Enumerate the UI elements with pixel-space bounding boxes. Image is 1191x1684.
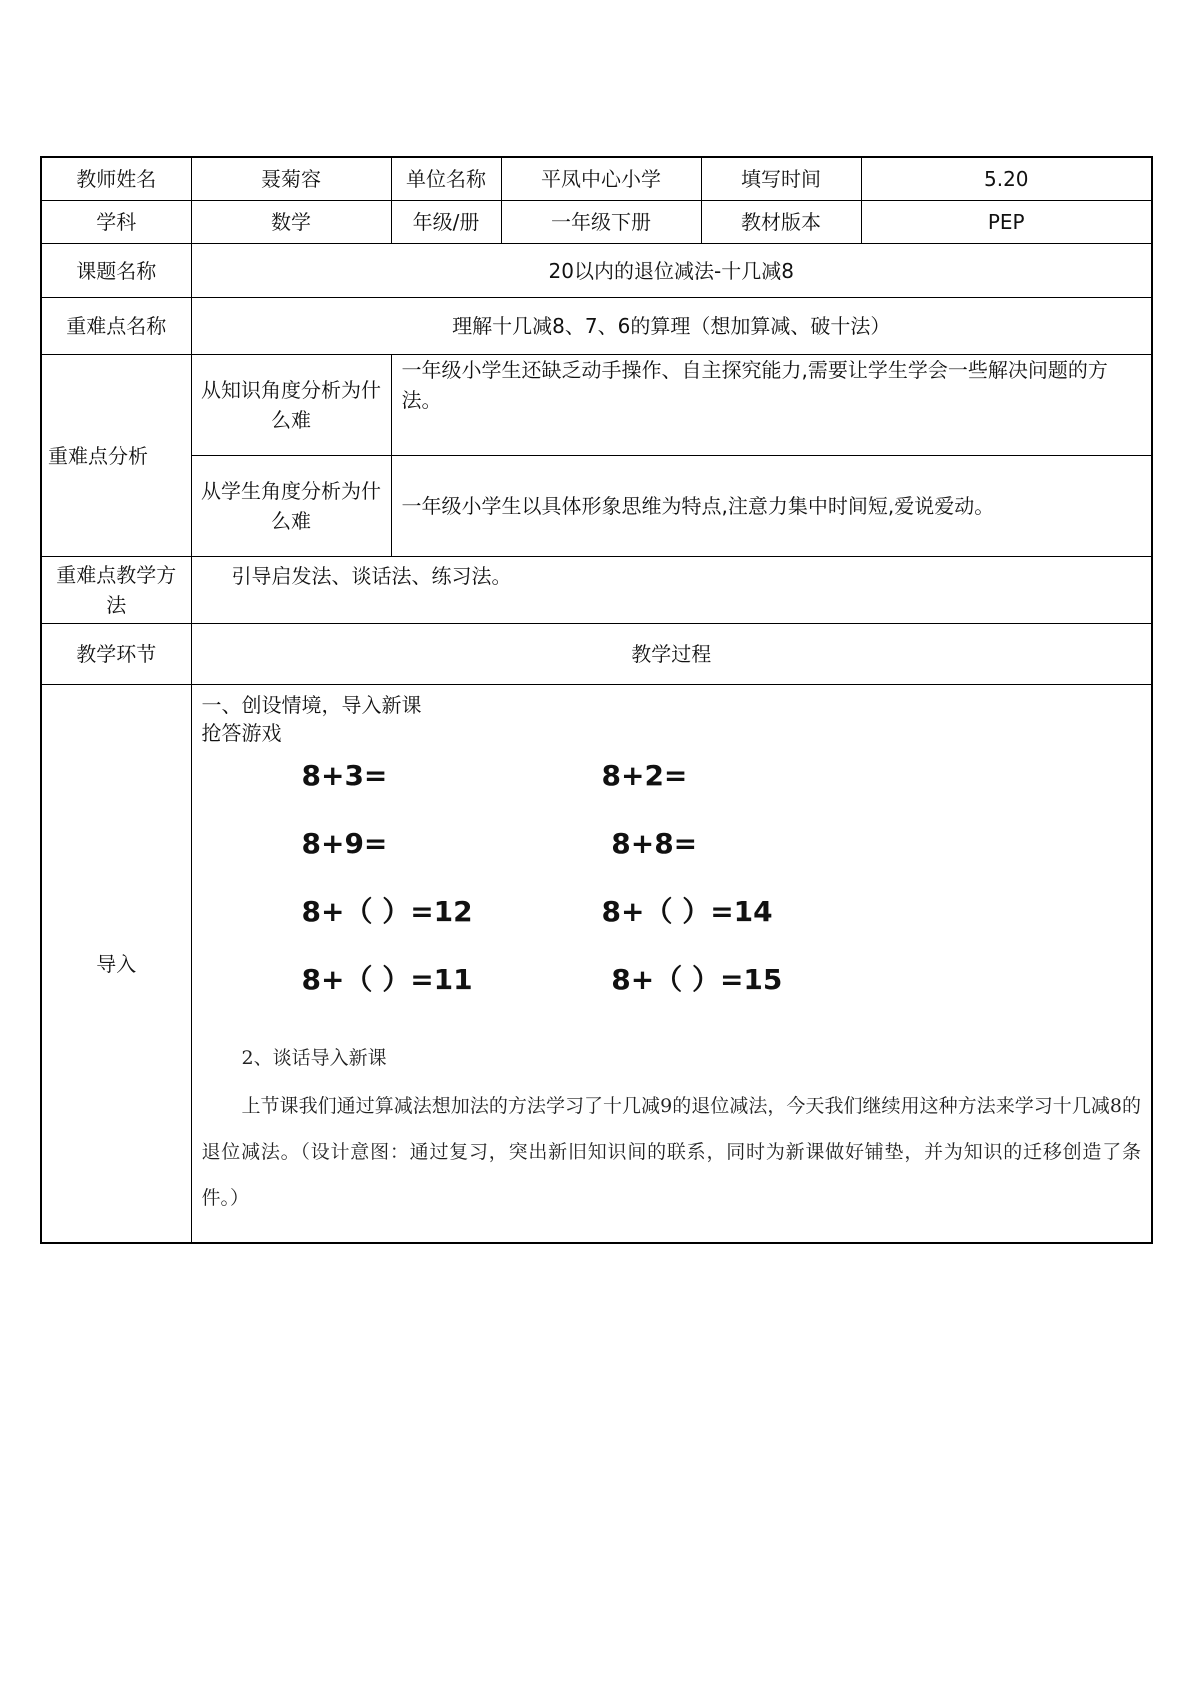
topic-label: 课题名称 — [41, 244, 191, 298]
teacher-label: 教师姓名 — [41, 157, 191, 201]
equation-2: 8+2= — [601, 759, 688, 792]
equation-5: 8+（ ）=12 — [301, 895, 473, 928]
lesson-plan-table — [40, 156, 1153, 1244]
grade-value: 一年级下册 — [501, 201, 701, 244]
subject-value: 数学 — [191, 201, 391, 244]
equation-6: 8+（ ）=14 — [601, 895, 773, 928]
key-point-value: 理解十几减8、7、6的算理（想加算减、破十法） — [191, 298, 1152, 355]
student-angle-text: 一年级小学生以具体形象思维为特点,注意力集中时间短,爱说爱动。 — [391, 456, 1152, 557]
topic-row — [41, 244, 1152, 298]
method-label: 重难点教学方法 — [41, 557, 191, 624]
key-point-label: 重难点名称 — [41, 298, 191, 355]
method-value: 引导启发法、谈话法、练习法。 — [191, 557, 1152, 624]
date-value: 5.20 — [861, 157, 1152, 201]
lesson-plan-sheet — [40, 156, 1151, 1244]
equation-1: 8+3= — [301, 759, 388, 792]
equation-3: 8+9= — [301, 827, 388, 860]
intro-stage-label: 导入 — [41, 685, 191, 1244]
knowledge-angle-text: 一年级小学生还缺乏动手操作、自主探究能力,需要让学生学会一些解决问题的方法。 — [391, 355, 1152, 456]
intro-row — [41, 685, 1152, 1244]
process-header-row — [41, 624, 1152, 685]
game-title: 抢答游戏 — [201, 721, 282, 745]
unit-value: 平凤中心小学 — [501, 157, 701, 201]
quiz-equations — [302, 753, 1142, 1003]
intro-heading: 一、创设情境，导入新课 — [201, 693, 422, 717]
equation-7: 8+（ ）=11 — [301, 963, 473, 996]
equation-8: 8+（ ）=15 — [601, 963, 783, 996]
analysis-row-knowledge — [41, 355, 1152, 456]
knowledge-angle-label: 从知识角度分析为什么难 — [191, 355, 391, 456]
unit-label: 单位名称 — [391, 157, 501, 201]
topic-value: 20以内的退位减法-十几减8 — [191, 244, 1152, 298]
stage-header: 教学环节 — [41, 624, 191, 685]
talk-intro-heading: 2、谈话导入新课 — [241, 1047, 387, 1069]
teacher-value: 聂菊容 — [191, 157, 391, 201]
key-point-row — [41, 298, 1152, 355]
equation-4: 8+8= — [601, 827, 698, 860]
process-header: 教学过程 — [191, 624, 1152, 685]
info-row-2 — [41, 201, 1152, 244]
method-row — [41, 557, 1152, 624]
date-label: 填写时间 — [701, 157, 861, 201]
info-row-1 — [41, 157, 1152, 201]
edition-label: 教材版本 — [701, 201, 861, 244]
student-angle-label: 从学生角度分析为什么难 — [191, 456, 391, 557]
intro-paragraph: 上节课我们通过算减法想加法的方法学习了十几减9的退位减法，今天我们继续用这种方法来学习十几减8的退位减法。（设计意图：通过复习，突出新旧知识间的联系，同时为新课做好铺垫，并为知识的迁移创造了条件。） — [201, 1095, 1141, 1209]
edition-value: PEP — [861, 201, 1152, 244]
subject-label: 学科 — [41, 201, 191, 244]
analysis-row-student — [41, 456, 1152, 557]
analysis-label: 重难点分析 — [41, 355, 191, 557]
intro-process-cell — [191, 685, 1152, 1244]
grade-label: 年级/册 — [391, 201, 501, 244]
